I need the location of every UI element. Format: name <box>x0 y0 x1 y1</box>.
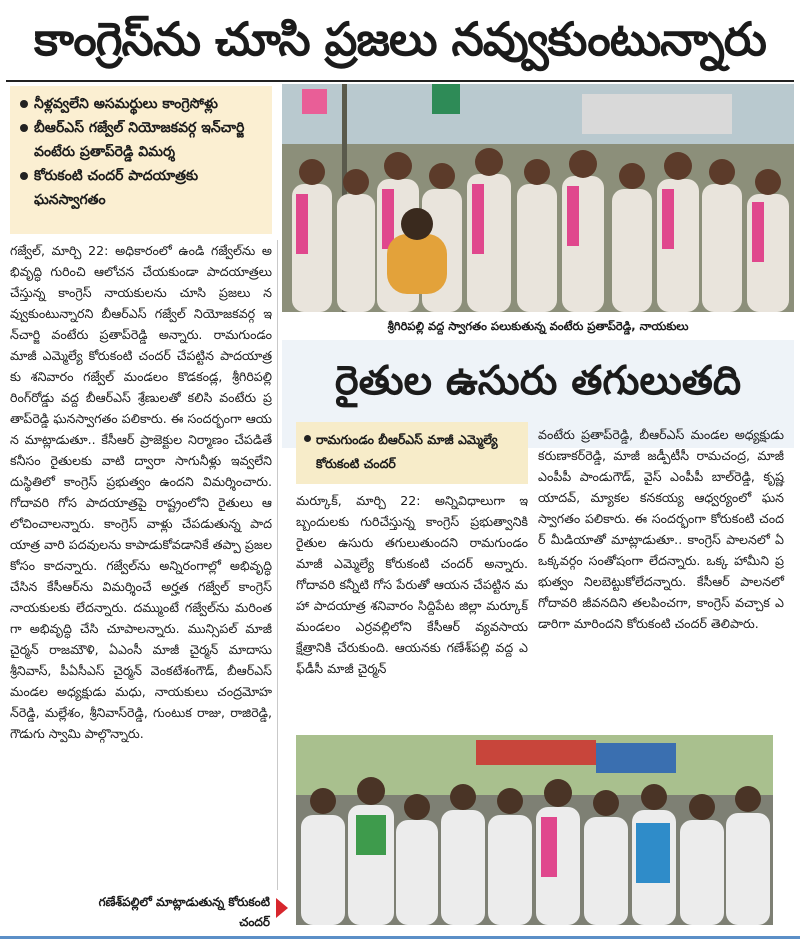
highlight-item <box>18 116 266 164</box>
bullet-icon <box>20 124 28 132</box>
story2-body-col1: మర్కూక్, మార్చి 22: అన్నివిధాలుగా ఇబ్బందులకు గురిచేస్తున్న కాంగ్రెస్ ప్రభుత్వానికి రైతుల ఉసురు తగులుతుందని రామగుండం మాజీ ఎమ్మెల్యే కోరుకంటి చందర్ అన్నారు. గోదావరి కన్నీటి గోస పేరుతో ఆయన చేపట్టిన మహా పాదయాత్ర శనివారం సిద్దిపేట జిల్లా మర్కూక్ మండలం ఎర్రవల్లిలోని కేసీఆర్ వ్యవసాయ క్షేత్రానికి చేరుకుంది. ఆయనకు గణేశ్‌పల్లి వద్ద ఎఫ్‌డీసీ మాజీ చైర్మన్ <box>296 493 528 676</box>
bullet-icon <box>20 100 28 108</box>
second-headline: రైతుల ఉసురు తగులుతది <box>334 358 742 404</box>
story2-body-col2: వంటేరు ప్రతాప్‌రెడ్డి, బీఆర్ఎస్ మండల అధ్యక్షుడు కరుణాకర్‌రెడ్డి, మాజీ జడ్పీటీసీ రామచంద్ర, మాజీ ఎంపీపీ పాండుగౌడ్, వైస్ ఎంపీపీ బాల్‌రెడ్డి, కృష్ణయాదవ్, మ్యాకల కనకయ్య ఆధ్వర్యంలో ఘన స్వాగతం పలికారు. ఈ సందర్భంగా కోరుకంటి చందర్ మీడియాతో మాట్లాడుతూ.. కాంగ్రెస్ పాలనలో ఏ ఒక్కవర్గం సంతోషంగా లేదన్నారు. ఒక్క హామీని ప్రభుత్వం నిలబెట్టుకోలేదన్నారు. కేసీఆర్ పాలనలో గోదావరి జీవనదిని తలపించగా, కాంగ్రెస్ వచ్చాక ఎడారిగా మారిందని కోరుకంటి చందర్ తెలిపారు. <box>538 427 784 631</box>
photo-speaking-image <box>296 735 773 925</box>
photo-caption-top: శ్రీగిరిపల్లి వద్ద స్వాగతం పలుకుతున్న వంటేరు ప్రతాప్‌రెడ్డి, నాయకులు <box>387 319 689 333</box>
headline-rule <box>6 80 794 82</box>
subhead-box <box>296 422 528 484</box>
highlight-item <box>18 92 266 116</box>
page-bottom-rule <box>0 936 800 939</box>
story1-body: గజ్వేల్, మార్చి 22: అధికారంలో ఉండి గజ్వేల్‌ను అభివృద్ధి గురించి ఆలోచన చేయకుండా పాదయాత్రలు చేస్తున్న కాంగ్రెస్ నాయకులను చూసి ప్రజలు నవ్వుకుంటున్నారని బీఆర్ఎస్ గజ్వేల్ నియోజకవర్గ ఇన్‌చార్జి వంటేరు ప్రతాప్‌రెడ్డి అన్నారు. రామగుండం మాజీ ఎమ్మెల్యే కోరుకంటి చందర్ చేపట్టిన పాదయాత్రకు శనివారం గజ్వేల్ మండలం కొడకండ్ల, శ్రీగిరిపల్లి రింగ్‌రోడ్డు వద్ద బీఆర్ఎస్ శ్రేణులతో కలిసి వంటేరు ప్రతాప్‌రెడ్డి ఘనస్వాగతం పలికారు. ఈ సందర్భంగా ఆయన మాట్లాడుతూ.. కేసీఆర్ ప్రాజెక్టుల నిర్మాణం చేపడితే కనీసం రైతులకు వాటి ద్వారా సాగునీళ్లు ఇవ్వలేని దుస్థితిలో కాంగ్రెస్ ప్రభుత్వం ఉందని విమర్శించారు. గోదావరి గోస పాదయాత్రపై రాష్ట్రంలోని రైతులు ఆలోచించాలన్నారు. కాంగ్రెస్ వాళ్లు చేపడుతున్న పాదయాత్ర వారి పదవులను కాపాడుకోవడానికే తప్పా ప్రజల కోసం కాదన్నారు. గజ్వేల్‌ను అన్నిరంగాల్లో అభివృద్ధి చేసిన కేసీఆర్‌ను విమర్శించే అర్హత గజ్వేల్ కాంగ్రెస్ నాయకులకు లేదన్నారు. దమ్ముంటే గజ్వేల్‌ను మరింతగా అభివృద్ధి చేసి చూపాలన్నారు. మున్సిపల్ మాజీ చైర్మన్ రాజమౌళి, ఏఎంసీ మాజీ చైర్మన్ మాదాసు శ్రీనివాస్, పీఏసీఎస్ చైర్మన్ వెంకటేశంగౌడ్, బీఆర్ఎస్ మండల అధ్యక్షుడు మధు, నాయకులు చంద్రమోహన్‌రెడ్డి, మల్లేశం, శ్రీనివాస్‌రెడ్డి, గుంటుక రాజు, రాజిరెడ్డి, గౌడుగు స్వామి పాల్గొన్నారు. <box>10 243 272 741</box>
photo-welcome-crowd <box>282 84 794 312</box>
highlights-box <box>10 86 272 234</box>
photo-welcome-crowd-image <box>282 84 794 312</box>
photo-caption-bottom: గణేశ్‌పల్లిలో మాట్లాడుతున్న కోరుకంటి చందర్ <box>98 895 270 929</box>
highlight-text: కోరుకంటి చందర్ పాదయాత్రకు ఘనస్వాగతం <box>34 168 199 208</box>
bullet-icon <box>20 172 28 180</box>
highlight-text: నీళ్లవ్వలేని అసమర్థులు కాంగ్రెసోళ్లు <box>34 96 218 112</box>
photo-speaking <box>296 735 773 925</box>
subhead-text: రామగుండం బీఆర్ఎస్ మాజీ ఎమ్మెల్యే కోరుకంటి చందర్ <box>316 432 498 471</box>
main-headline: కాంగ్రెస్‌ను చూసి ప్రజలు నవ్వుకుంటున్నారు <box>34 12 766 66</box>
highlight-text: బీఆర్ఎస్ గజ్వేల్ నియోజకవర్గ ఇన్‌చార్జి వంటేరు ప్రతాప్‌రెడ్డి విమర్శ <box>34 120 245 160</box>
caption-arrow-icon <box>276 898 288 918</box>
highlight-item <box>18 164 266 212</box>
bullet-icon <box>304 435 311 442</box>
column-divider <box>277 240 278 890</box>
